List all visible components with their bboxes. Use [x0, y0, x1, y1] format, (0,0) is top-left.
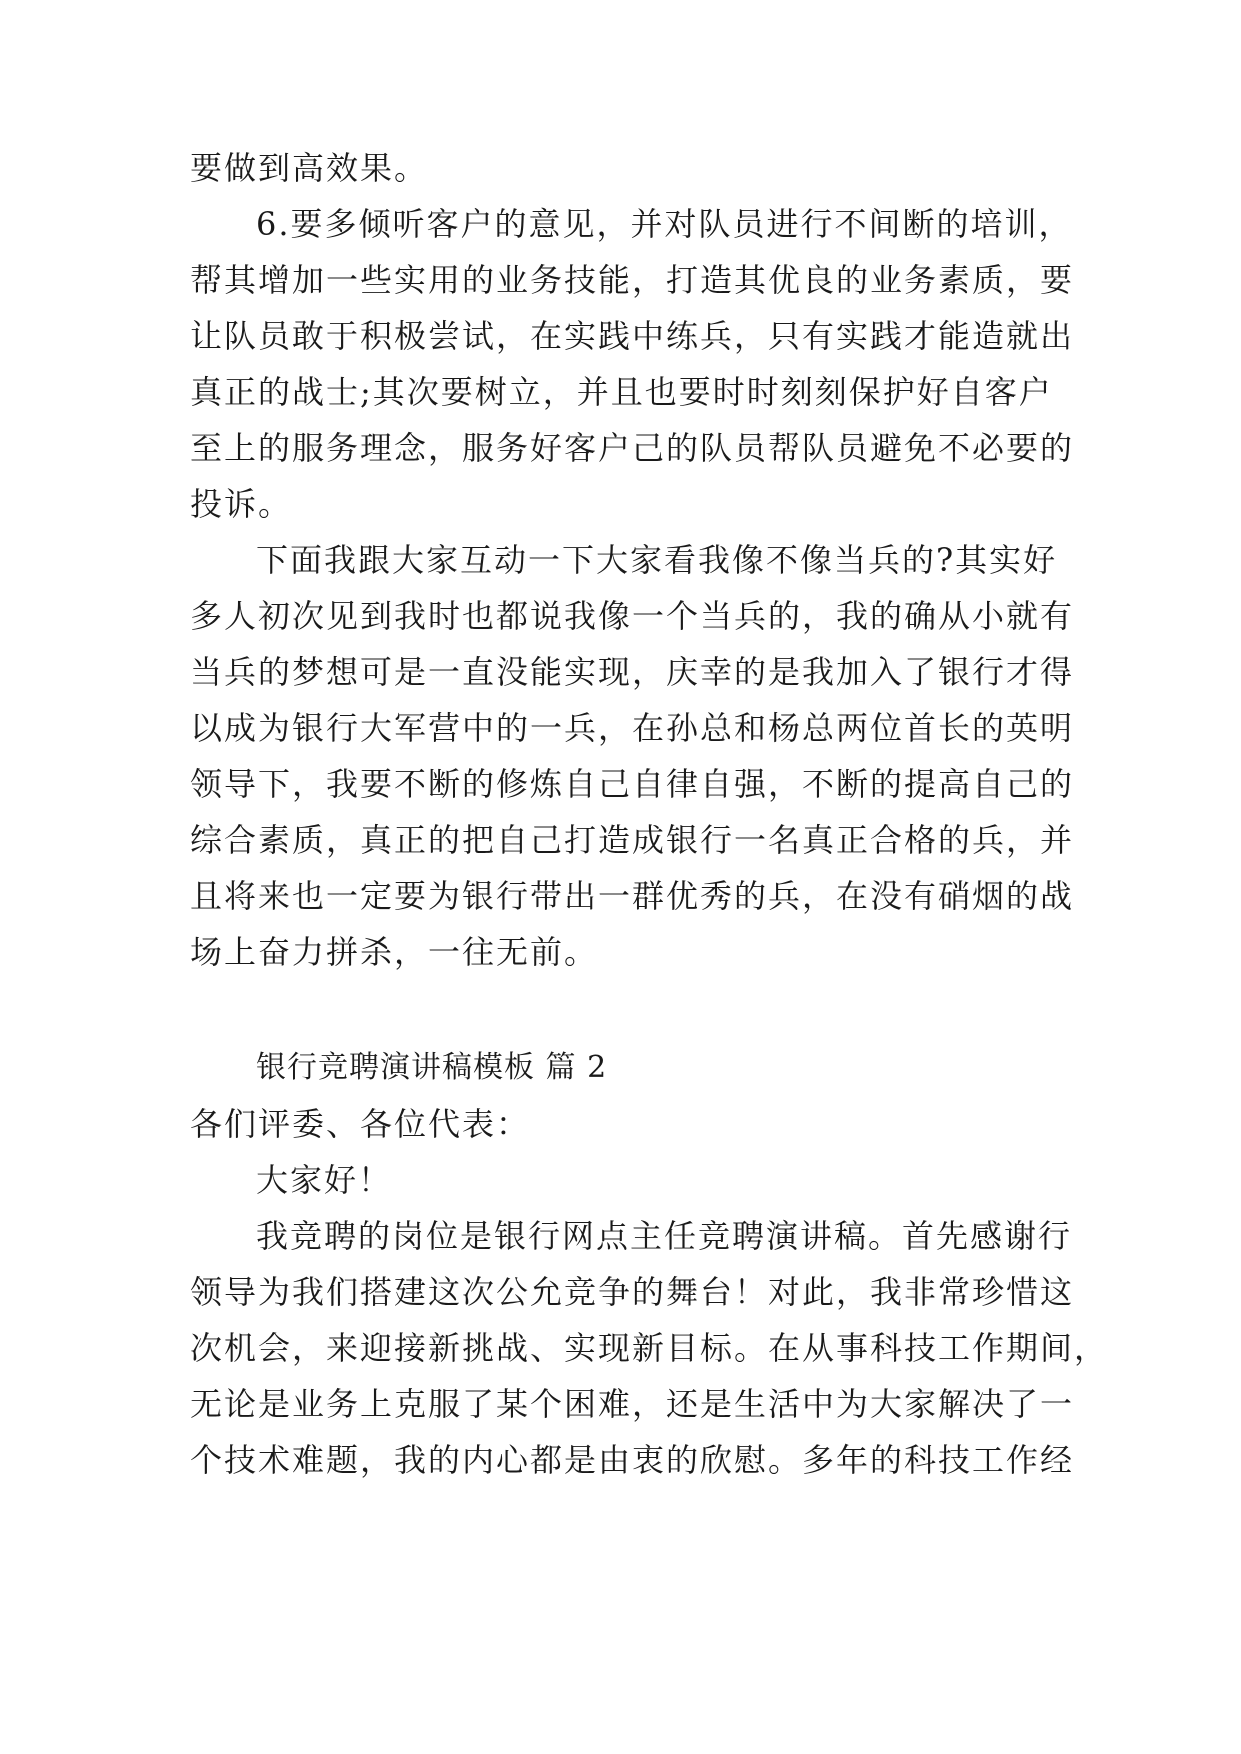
- text-line: 至上的服务理念，服务好客户己的队员帮队员避免不必要的: [190, 429, 1075, 467]
- greeting: 大家好！: [256, 1161, 393, 1199]
- salutation: 各们评委、各位代表：: [190, 1105, 531, 1143]
- text-line: 次机会，来迎接新挑战、实现新目标。在从事科技工作期间，: [190, 1329, 1109, 1367]
- text-line: 场上奋力拼杀，一往无前。: [190, 933, 599, 971]
- section-heading: 银行竞聘演讲稿模板 篇 2: [256, 1050, 608, 1085]
- text-line: 当兵的梦想可是一直没能实现，庆幸的是我加入了银行才得: [190, 653, 1075, 691]
- text-line: 6.要多倾听客户的意见，并对队员进行不间断的培训，: [256, 205, 1073, 243]
- text-line: 领导下，我要不断的修炼自己自律自强，不断的提高自己的: [190, 765, 1075, 803]
- text-line: 帮其增加一些实用的业务技能，打造其优良的业务素质，要: [190, 261, 1075, 299]
- text-line: 综合素质，真正的把自己打造成银行一名真正合格的兵，并: [190, 821, 1075, 859]
- text-line: 以成为银行大军营中的一兵，在孙总和杨总两位首长的英明: [190, 709, 1075, 747]
- text-line: 无论是业务上克服了某个困难，还是生活中为大家解决了一: [190, 1385, 1075, 1423]
- text-line: 个技术难题，我的内心都是由衷的欣慰。多年的科技工作经: [190, 1441, 1075, 1479]
- text-line: 且将来也一定要为银行带出一群优秀的兵，在没有硝烟的战: [190, 877, 1075, 915]
- text-line: 下面我跟大家互动一下大家看我像不像当兵的?其实好: [256, 541, 1058, 579]
- text-line: 真正的战士;其次要树立，并且也要时时刻刻保护好自客户: [190, 373, 1053, 411]
- text-line: 投诉。: [190, 485, 293, 523]
- text-line: 多人初次见到我时也都说我像一个当兵的，我的确从小就有: [190, 597, 1075, 635]
- text-line: 我竞聘的岗位是银行网点主任竞聘演讲稿。首先感谢行: [256, 1217, 1073, 1255]
- text-line: 让队员敢于积极尝试，在实践中练兵，只有实践才能造就出: [190, 317, 1075, 355]
- text-line: 要做到高效果。: [190, 149, 429, 187]
- text-line: 领导为我们搭建这次公允竞争的舞台！对此，我非常珍惜这: [190, 1273, 1075, 1311]
